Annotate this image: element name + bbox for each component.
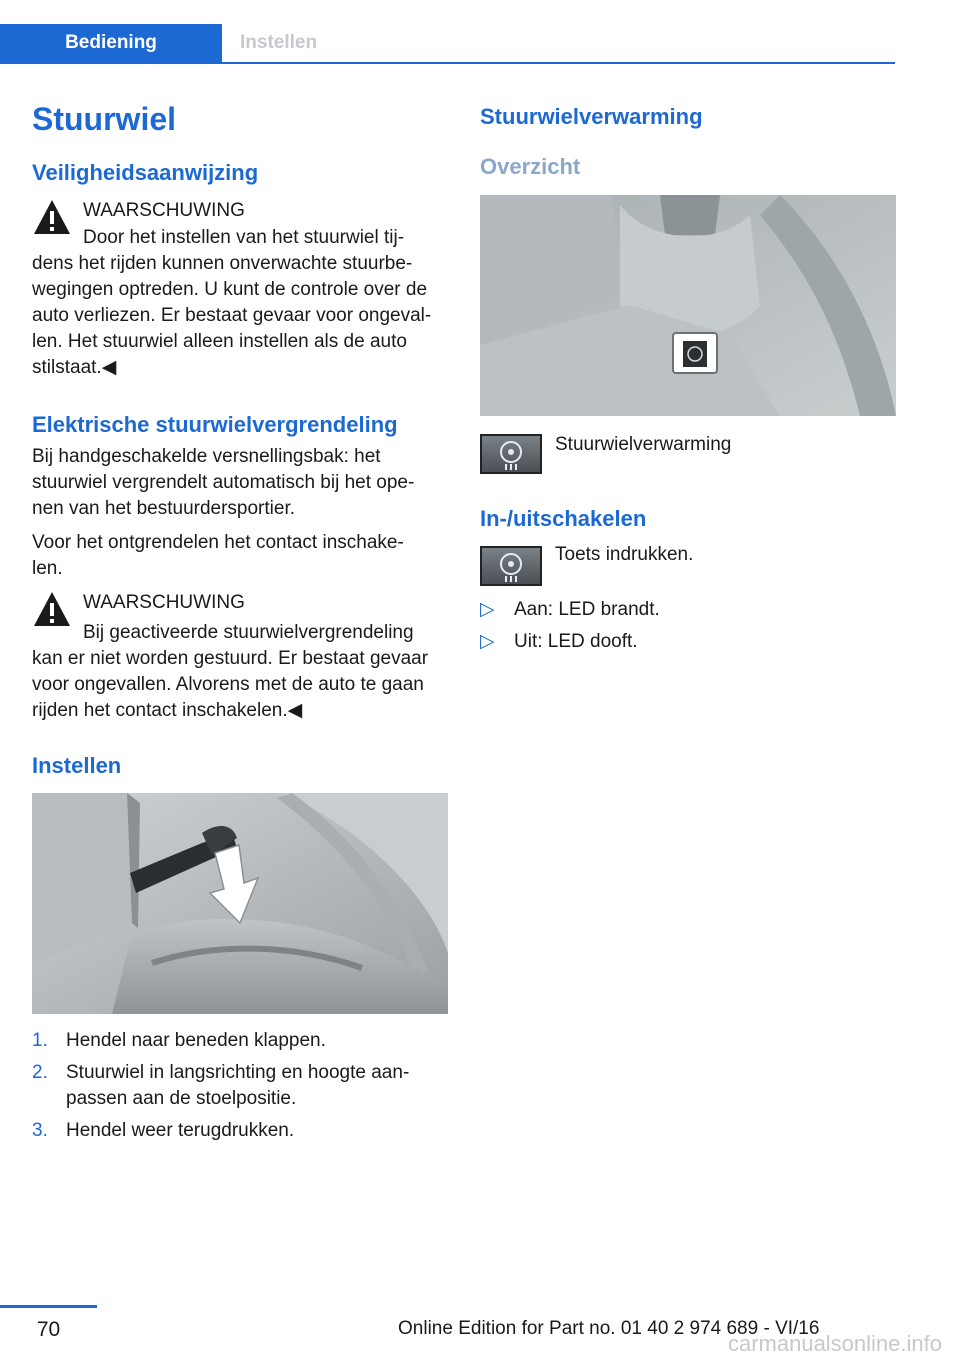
- paragraph-line: len.: [32, 558, 63, 579]
- paragraph-line: Bij handgeschakelde versnellingsbak: het: [32, 446, 381, 467]
- warning-text-line: Bij geactiveerde stuurwielvergrendeling: [83, 622, 414, 643]
- list-item: [32, 1028, 448, 1054]
- footer-rule: [0, 1305, 97, 1308]
- button-caption: Stuurwielverwarming: [555, 434, 732, 455]
- bullet-marker: ▷: [480, 631, 495, 652]
- heating-button-image: [480, 546, 542, 586]
- chapter-tabs: [0, 24, 895, 64]
- warning-text-line: wegingen optreden. U kunt de controle over de: [32, 279, 428, 300]
- adjust-heading: Instellen: [32, 753, 122, 778]
- tab-instellen[interactable]: Instellen: [240, 32, 318, 53]
- warning-text-line: kan er niet worden gestuurd. Er bestaat gevaar: [32, 648, 429, 669]
- edition-text: Online Edition for Part no. 01 40 2 974 689 - VI/16: [398, 1318, 820, 1339]
- step-number: 2.: [32, 1062, 48, 1083]
- warning-label: WAARSCHUWING: [83, 200, 245, 221]
- warning-triangle-icon: [32, 198, 72, 236]
- steering-lever-illustration: [32, 793, 448, 1014]
- list-item: [32, 1118, 448, 1144]
- warning-triangle-icon: [32, 590, 72, 628]
- page-number: 70: [36, 1318, 61, 1341]
- onoff-text: Toets indrukken.: [555, 544, 694, 565]
- step-number: 1.: [32, 1030, 48, 1051]
- bullet-text: Aan: LED brandt.: [514, 599, 660, 620]
- warning-text-line: Door het instellen van het stuurwiel tij-: [83, 227, 405, 248]
- led-status-list: [480, 597, 896, 661]
- watermark: carmanualsonline.info: [727, 1331, 942, 1356]
- warning-text-line: rijden het contact inschakelen.◀: [32, 700, 303, 721]
- warning-text-line: voor ongevallen. Alvorens met de auto te gaan: [32, 674, 424, 695]
- warning-text-line: len. Het stuurwiel alleen instellen als de auto: [32, 331, 407, 352]
- onoff-heading: In-/uitschakelen: [480, 506, 647, 531]
- steering-wheel-heat-icon: [482, 548, 540, 584]
- paragraph-line: Voor het ontgrendelen het contact inschake-: [32, 532, 404, 553]
- heating-button-image: [480, 434, 542, 474]
- step-number: 3.: [32, 1120, 48, 1141]
- adjust-steps: [32, 1028, 448, 1150]
- paragraph-line: nen van het bestuurdersportier.: [32, 498, 296, 519]
- list-item: [480, 629, 896, 655]
- tab-bediening[interactable]: Bediening: [0, 24, 222, 62]
- bullet-text: Uit: LED dooft.: [514, 631, 638, 652]
- page-title: Stuurwiel: [32, 101, 177, 137]
- safety-heading: Veiligheidsaanwijzing: [32, 160, 259, 185]
- heating-heading: Stuurwielverwarming: [480, 104, 703, 129]
- step-text: passen aan de stoelpositie.: [66, 1088, 297, 1109]
- steering-lock-heading: Elektrische stuurwielvergrendeling: [32, 412, 398, 437]
- step-text: Hendel weer terugdrukken.: [66, 1120, 295, 1141]
- list-item: [480, 597, 896, 623]
- paragraph-line: stuurwiel vergrendelt automatisch bij het ope-: [32, 472, 415, 493]
- step-text: Hendel naar beneden klappen.: [66, 1030, 326, 1051]
- overview-heading: Overzicht: [480, 154, 581, 179]
- bullet-marker: ▷: [480, 599, 495, 620]
- list-item: [32, 1060, 448, 1112]
- steering-wheel-heat-icon: [482, 436, 540, 472]
- warning-label: WAARSCHUWING: [83, 592, 245, 613]
- warning-text-line: dens het rijden kunnen onverwachte stuurbe-: [32, 253, 413, 274]
- steering-heating-illustration: [480, 195, 896, 416]
- warning-text-line: stilstaat.◀: [32, 357, 117, 378]
- step-text: Stuurwiel in langsrichting en hoogte aan-: [66, 1062, 410, 1083]
- warning-text-line: auto verliezen. Er bestaat gevaar voor ongeval-: [32, 305, 432, 326]
